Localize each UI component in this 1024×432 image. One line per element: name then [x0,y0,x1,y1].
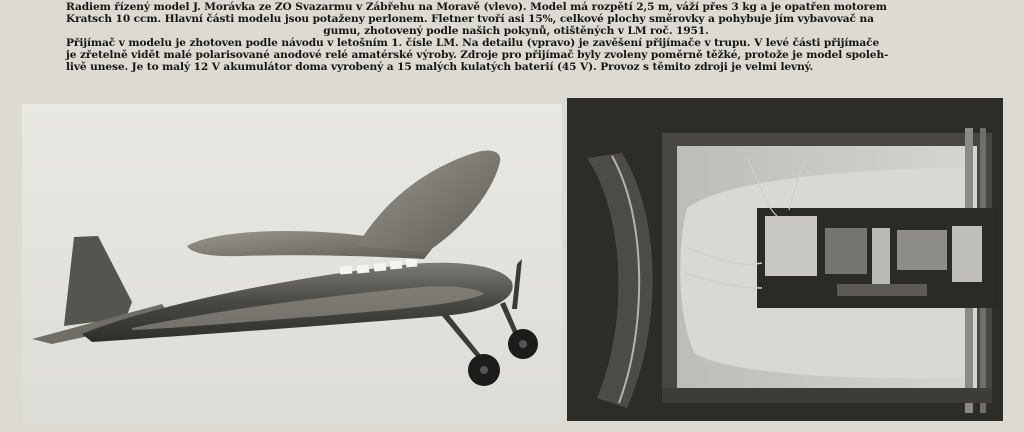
caption-line: Přijímač v modelu je zhotoven podle návodu v letošním 1. čísle LM. Na detailu (vpravo) je zavěšení přijímače v trupu. V levé části přijímače [66,36,880,49]
caption-line: Radiem řízený model J. Morávka ze ZO Svazarmu v Zábřehu na Moravě (vlevo). Model má rozpětí 2,5 m, váží přes 3 kg a je opatřen motorem [66,1,887,13]
caption-line: livě unese. Je to malý 12 V akumulátor doma vyrobený a 15 malých kulatých baterií (45 V). Provoz s těmito zdroji je velmi levný. [66,60,814,73]
caption-line: je zřetelně vidět malé polarisované anodové relé amatérské výroby. Zdroje pro přijímač byly zvoleny poměrně těžké, protože je model spoleh- [66,48,889,61]
article-caption [66,2,966,73]
model-airplane-photo [22,104,562,422]
caption-line: gumu, zhotovený podle našich pokynů, otištěných v LM roč. 1951. [323,24,709,37]
caption-line: Kratsch 10 ccm. Hlavní části modelu jsou potaženy perlonem. Fletner tvoří asi 15%, celkové plochy směrovky a pohybuje jím vybavovač na [66,12,874,25]
receiver-detail-photo [567,98,1003,421]
